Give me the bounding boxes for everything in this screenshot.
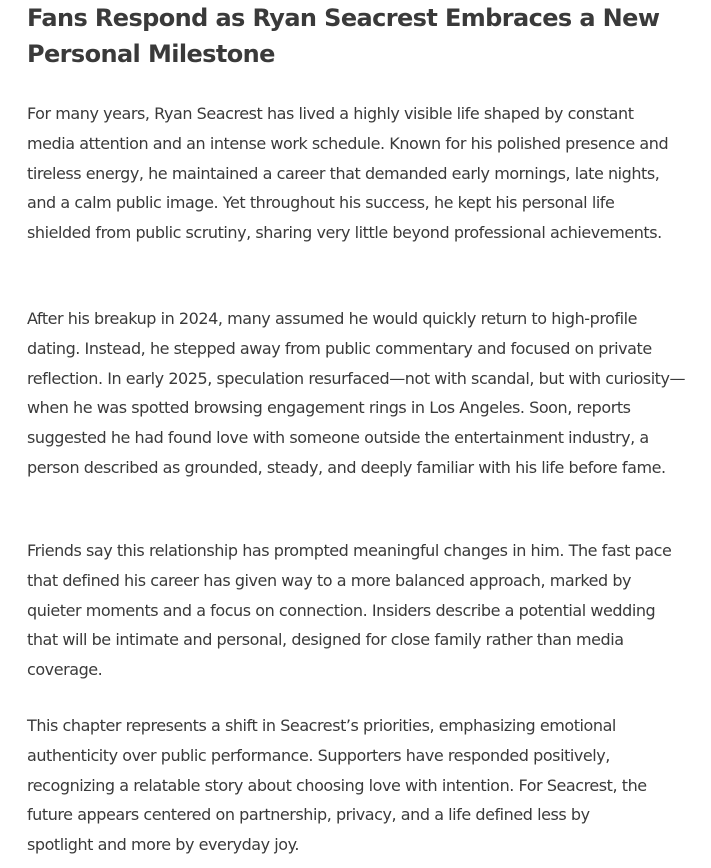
article-headline: Fans Respond as Ryan Seacrest Embraces a New Personal Milestone <box>27 4 660 68</box>
article-paragraph-2: After his breakup in 2024, many assumed he would quickly return to high-profile dating. Instead, he stepped away from public commentary and focused on private reflection. In early 2025, speculation resurfaced—not with scandal, but with curiosity—when he was spotted browsing engagement rings in Los Angeles. Soon, reports suggested he had found love with someone outside the entertainment industry, a person described as grounded, steady, and deeply familiar with his life before fame. <box>27 309 686 477</box>
article-paragraph-3: Friends say this relationship has prompted meaningful changes in him. The fast pace that defined his career has given way to a more balanced approach, marked by quieter moments and a focus on connection. Insiders describe a potential wedding that will be intimate and personal, designed for close family rather than media coverage. <box>27 541 672 680</box>
article <box>27 0 687 855</box>
article-paragraph-4: This chapter represents a shift in Seacrest’s priorities, emphasizing emotional authenticity over public performance. Supporters have responded positively, recognizing a relatable story about choosing love with intention. For Seacrest, the future appears centered on partnership, privacy, and a life defined less by spotlight and more by everyday joy. <box>27 716 647 855</box>
article-paragraph-1: For many years, Ryan Seacrest has lived a highly visible life shaped by constant media attention and an intense work schedule. Known for his polished presence and tireless energy, he maintained a career that demanded early mornings, late nights, and a calm public image. Yet throughout his success, he kept his personal life shielded from public scrutiny, sharing very little beyond professional achievements. <box>27 104 669 243</box>
